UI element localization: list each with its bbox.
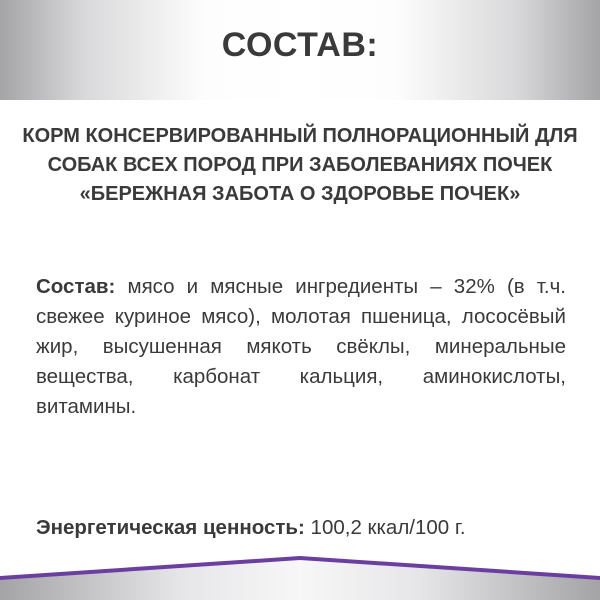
energy-label: Энергетическая ценность: <box>36 516 305 539</box>
page-title: СОСТАВ: <box>221 26 379 64</box>
footer-decoration <box>0 556 600 600</box>
product-name <box>18 122 582 209</box>
product-name-line-3: «БЕРЕЖНАЯ ЗАБОТА О ЗДОРОВЬЕ ПОЧЕК» <box>79 183 521 205</box>
composition-label: Состав: <box>36 275 116 298</box>
composition-paragraph <box>36 272 566 422</box>
product-name-line-1: КОРМ КОНСЕРВИРОВАННЫЙ ПОЛНОРАЦИОННЫЙ ДЛЯ <box>22 125 578 147</box>
energy-value-line <box>36 513 576 543</box>
product-name-line-2: СОБАК ВСЕХ ПОРОД ПРИ ЗАБОЛЕВАНИЯХ ПОЧЕК <box>47 154 553 176</box>
energy-value: 100,2 ккал/100 г. <box>310 516 466 539</box>
footer-silver-band <box>0 560 600 600</box>
composition-text: мясо и мясные ингредиенты – 32% (в т.ч. свежее куриное мясо), молотая пшеница, лососёвый жир, высушенная мякоть свёклы, минеральные вещества, карбонат кальция, аминокислоты, витамины. <box>36 275 566 418</box>
